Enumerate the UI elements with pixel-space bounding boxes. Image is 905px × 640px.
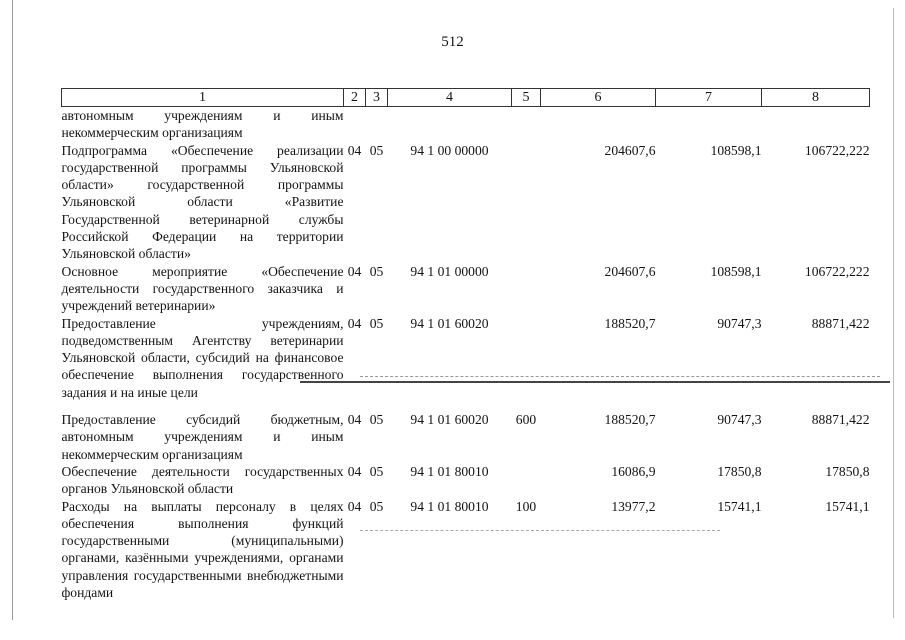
row-expense-type <box>512 107 541 142</box>
page-edge-right <box>893 8 894 618</box>
row-section: 04 <box>347 263 362 279</box>
row-amount-2: 15741,1 <box>717 498 762 514</box>
row-expense-type <box>512 142 541 263</box>
row-amount-2: 17850,8 <box>717 463 762 479</box>
row-amount-2: 90747,3 <box>717 315 762 331</box>
row-section: 04 <box>347 463 362 479</box>
row-amount-2 <box>656 107 762 142</box>
row-name: Обеспечение деятельности государственных органов Ульяновской области <box>61 463 344 497</box>
row-amount-2: 90747,3 <box>717 412 762 428</box>
header-col-6: 6 <box>541 89 656 107</box>
table-header-row <box>62 89 870 107</box>
row-expense-type <box>512 263 541 315</box>
row-target-code: 94 1 01 60020 <box>410 315 489 331</box>
row-expense-type <box>512 315 541 401</box>
row-amount-1: 204607,6 <box>604 142 656 158</box>
row-name: Предоставление субсидий бюджетным, автономным учреждениям и иным некоммерческим организациям <box>61 412 344 462</box>
table-row <box>62 315 870 401</box>
row-amount-3: 88871,422 <box>811 315 870 331</box>
row-target-code <box>388 107 512 142</box>
separator-row <box>62 401 870 411</box>
row-name: Основное мероприятие «Обеспечение деятельности государственного заказчика и учреждений ветеринарии» <box>61 263 344 314</box>
row-amount-3: 88871,422 <box>811 412 870 428</box>
row-subsection <box>366 107 388 142</box>
table-row <box>62 107 870 142</box>
page-edge-left <box>12 0 13 620</box>
table-row <box>62 411 870 463</box>
row-name: Расходы на выплаты персоналу в целях обеспечения выполнения функций государственными (муниципальными) органами, казёнными учреждениями, органами управления государственными внебюджетными фондами <box>61 498 344 601</box>
row-expense-type: 600 <box>515 412 537 428</box>
budget-table <box>61 88 870 601</box>
row-amount-1: 16086,9 <box>611 463 656 479</box>
scan-artifact-line <box>360 376 880 377</box>
header-col-4: 4 <box>388 89 512 107</box>
row-name: Предоставление учреждениям, подведомственным Агентству ветеринарии Ульяновской области, субсидий на финансовое обеспечение выполнения государственного задания и на иные цели <box>61 315 344 400</box>
row-target-code: 94 1 01 00000 <box>410 263 489 279</box>
table-row <box>62 463 870 498</box>
row-amount-1: 13977,2 <box>611 498 656 514</box>
header-col-7: 7 <box>656 89 762 107</box>
row-amount-1: 204607,6 <box>604 263 656 279</box>
row-amount-3: 106722,222 <box>804 142 870 158</box>
row-amount-1 <box>541 107 656 142</box>
row-section: 04 <box>347 315 362 331</box>
row-subsection: 05 <box>369 463 384 479</box>
row-section <box>344 107 366 142</box>
row-amount-3 <box>762 107 870 142</box>
row-name: Подпрограмма «Обеспечение реализации государственной программы Ульяновской области» государственной программы Ульяновской области «Развитие Государственной ветеринарной службы Российской Федерации на территории Ульяновской области» <box>61 142 344 262</box>
header-col-8: 8 <box>762 89 870 107</box>
row-amount-3: 17850,8 <box>825 463 870 479</box>
header-col-3: 3 <box>366 89 388 107</box>
scan-artifact-line <box>360 530 720 531</box>
row-subsection: 05 <box>369 315 384 331</box>
row-section: 04 <box>347 498 362 514</box>
header-col-2: 2 <box>344 89 366 107</box>
row-amount-2: 108598,1 <box>710 263 762 279</box>
row-target-code: 94 1 00 00000 <box>410 142 489 158</box>
row-amount-1: 188520,7 <box>604 412 656 428</box>
table-row <box>62 263 870 315</box>
row-expense-type: 100 <box>515 498 537 514</box>
row-section: 04 <box>347 412 362 428</box>
table-row <box>62 498 870 602</box>
header-col-5: 5 <box>512 89 541 107</box>
table-row <box>62 142 870 263</box>
row-amount-3: 15741,1 <box>825 498 870 514</box>
row-expense-type <box>512 463 541 498</box>
row-subsection: 05 <box>369 263 384 279</box>
row-target-code: 94 1 01 60020 <box>410 412 489 428</box>
row-subsection: 05 <box>369 142 384 158</box>
row-target-code: 94 1 01 80010 <box>410 498 489 514</box>
header-col-1: 1 <box>62 89 344 107</box>
row-subsection: 05 <box>369 412 384 428</box>
row-amount-3: 106722,222 <box>804 263 870 279</box>
page-break-line <box>300 381 890 383</box>
row-amount-1: 188520,7 <box>604 315 656 331</box>
row-amount-2: 108598,1 <box>710 142 762 158</box>
row-target-code: 94 1 01 80010 <box>410 463 489 479</box>
row-subsection: 05 <box>369 498 384 514</box>
row-name: автономным учреждениям и иным некоммерческим организациям <box>61 108 344 141</box>
row-section: 04 <box>347 142 362 158</box>
page-number: 512 <box>441 34 464 50</box>
